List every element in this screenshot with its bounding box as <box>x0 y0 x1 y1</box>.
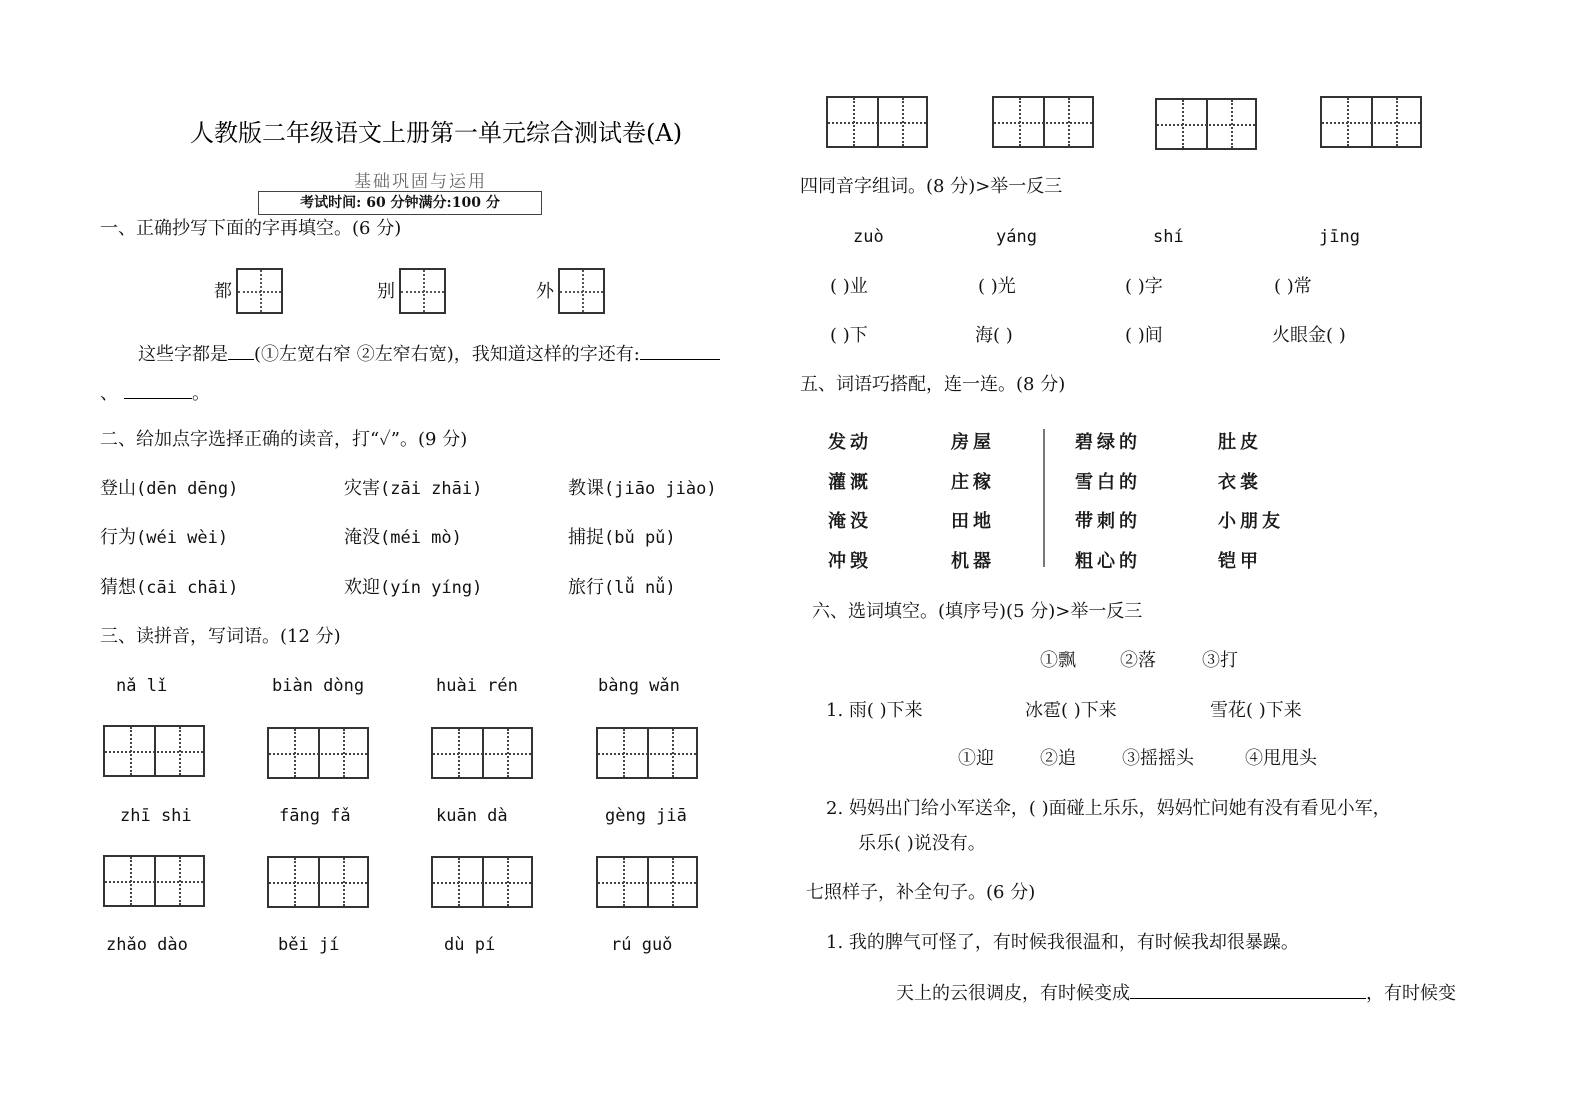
section1-sentence <box>138 342 720 366</box>
fill-blank-item[interactable]: 雪花( )下来 <box>1210 700 1302 721</box>
writing-box-1[interactable] <box>236 268 283 314</box>
homophone-pinyin: yáng <box>996 227 1037 247</box>
match-word-col3[interactable]: 粗心的 <box>1075 551 1141 572</box>
writing-box-3[interactable] <box>558 268 605 314</box>
writing-grid[interactable] <box>1155 98 1257 150</box>
word-option: ③摇摇头 <box>1122 748 1194 769</box>
task-suffix: ，有时候变 <box>1366 983 1456 1004</box>
fill-blank-item[interactable]: 2. 妈妈出门给小军送伞，( )面碰上乐乐，妈妈忙问她有没有看见小军， <box>826 798 1391 819</box>
task-prefix: 天上的云很调皮，有时候变成 <box>896 983 1130 1004</box>
pinyin-label: běi jí <box>278 935 340 955</box>
copy-char-2: 别 <box>377 281 395 302</box>
comma-mark: 、 <box>100 383 118 404</box>
match-word-col3[interactable]: 碧绿的 <box>1075 432 1141 453</box>
section1-sentence-line2 <box>100 381 210 405</box>
match-word-col2[interactable]: 房屋 <box>951 432 995 453</box>
writing-grid[interactable] <box>826 96 928 148</box>
match-word-col1[interactable]: 发动 <box>828 432 872 453</box>
match-word-col4[interactable]: 衣裳 <box>1218 472 1262 493</box>
pinyin-choice-item[interactable]: 欢迎(yín yíng) <box>344 577 483 598</box>
match-word-col2[interactable]: 田地 <box>951 511 995 532</box>
pinyin-label: zhǎo dào <box>106 935 188 955</box>
page-title: 人教版二年级语文上册第一单元综合测试卷(A) <box>190 119 683 147</box>
writing-grid[interactable] <box>431 727 533 779</box>
section1-heading: 一、正确抄写下面的字再填空。(6 分) <box>100 218 402 239</box>
match-word-col4[interactable]: 小朋友 <box>1218 511 1284 532</box>
section2-heading: 二、给加点字选择正确的读音，打“✓”。(9 分) <box>100 429 468 450</box>
pinyin-label: rú guǒ <box>611 935 673 955</box>
pinyin-choice-item[interactable]: 旅行(lǚ nǚ) <box>568 577 676 598</box>
sentence-part1: 这些字都是 <box>138 344 228 365</box>
answer-blank-cloud[interactable] <box>1130 981 1366 999</box>
homophone-blank[interactable]: ( )字 <box>1125 276 1163 297</box>
sentence-part2: (①左宽右窄 ②左窄右宽)，我知道这样的字还有: <box>254 344 640 365</box>
answer-blank-example-1[interactable] <box>640 342 720 360</box>
copy-char-3: 外 <box>536 281 554 302</box>
pinyin-choice-item[interactable]: 行为(wéi wèi) <box>100 527 229 548</box>
copy-char-1: 都 <box>214 281 232 302</box>
section6-heading: 六、选词填空。(填序号)(5 分)>举一反三 <box>812 601 1143 622</box>
word-option: ③打 <box>1202 650 1238 671</box>
period-mark: 。 <box>192 383 210 404</box>
writing-box-2[interactable] <box>399 268 446 314</box>
writing-grid[interactable] <box>267 727 369 779</box>
answer-blank-structure[interactable] <box>228 342 254 360</box>
word-option: ①飘 <box>1040 650 1076 671</box>
match-word-col4[interactable]: 肚皮 <box>1218 432 1262 453</box>
writing-grid[interactable] <box>103 725 205 777</box>
word-option: ②追 <box>1040 748 1076 769</box>
homophone-pinyin: zuò <box>853 227 884 247</box>
homophone-blank[interactable]: ( )常 <box>1274 276 1312 297</box>
section7-heading: 七照样子，补全句子。(6 分) <box>806 882 1036 903</box>
homophone-blank[interactable]: ( )间 <box>1125 325 1163 346</box>
section5-heading: 五、词语巧搭配，连一连。(8 分) <box>800 374 1066 395</box>
exam-info-box: 考试时间: 60 分钟满分:100 分 <box>258 191 542 215</box>
writing-grid[interactable] <box>596 727 698 779</box>
homophone-pinyin: jīng <box>1319 227 1360 247</box>
pinyin-choice-item[interactable]: 登山(dēn dēng) <box>100 478 239 499</box>
answer-blank-example-2[interactable] <box>124 381 192 399</box>
section4-heading: 四同音字组词。(8 分)>举一反三 <box>800 176 1063 197</box>
pinyin-label: fāng fǎ <box>279 806 351 826</box>
homophone-blank[interactable]: 海( ) <box>975 325 1013 346</box>
pinyin-choice-item[interactable]: 教课(jiāo jiào) <box>568 478 717 499</box>
word-option: ②落 <box>1120 650 1156 671</box>
pinyin-choice-item[interactable]: 灾害(zāi zhāi) <box>344 478 483 499</box>
homophone-blank[interactable]: 火眼金( ) <box>1272 325 1346 346</box>
match-word-col3[interactable]: 带刺的 <box>1075 511 1141 532</box>
fill-blank-item[interactable]: 1. 雨( )下来 <box>826 700 923 721</box>
pinyin-choice-item[interactable]: 猜想(cāi chāi) <box>100 577 239 598</box>
match-word-col2[interactable]: 庄稼 <box>951 472 995 493</box>
match-word-col1[interactable]: 灌溉 <box>828 472 872 493</box>
match-word-col1[interactable]: 冲毁 <box>828 551 872 572</box>
homophone-blank[interactable]: ( )业 <box>830 276 868 297</box>
match-word-col2[interactable]: 机器 <box>951 551 995 572</box>
fill-blank-item[interactable]: 冰雹( )下来 <box>1025 700 1117 721</box>
match-word-col3[interactable]: 雪白的 <box>1075 472 1141 493</box>
pinyin-label: biàn dòng <box>272 676 365 696</box>
sentence-completion <box>896 981 1456 1005</box>
pinyin-label: bàng wǎn <box>598 676 680 696</box>
column-divider <box>1043 429 1045 567</box>
pinyin-choice-item[interactable]: 淹没(méi mò) <box>344 527 462 548</box>
writing-grid[interactable] <box>267 856 369 908</box>
word-option: ④甩甩头 <box>1245 748 1317 769</box>
section3-heading: 三、读拼音，写词语。(12 分) <box>100 626 341 647</box>
writing-grid[interactable] <box>992 96 1094 148</box>
page-subtitle: 基础巩固与运用 <box>354 172 487 192</box>
pinyin-label: kuān dà <box>436 806 508 826</box>
writing-grid[interactable] <box>431 856 533 908</box>
pinyin-label: gèng jiā <box>605 806 687 826</box>
homophone-blank[interactable]: ( )下 <box>830 325 868 346</box>
word-option: ①迎 <box>958 748 994 769</box>
match-word-col4[interactable]: 铠甲 <box>1218 551 1262 572</box>
match-word-col1[interactable]: 淹没 <box>828 511 872 532</box>
pinyin-label: huài rén <box>436 676 518 696</box>
pinyin-label: dù pí <box>444 935 496 955</box>
homophone-pinyin: shí <box>1153 227 1184 247</box>
writing-grid[interactable] <box>596 856 698 908</box>
pinyin-choice-item[interactable]: 捕捉(bǔ pǔ) <box>568 527 676 548</box>
writing-grid[interactable] <box>103 855 205 907</box>
example-sentence: 1. 我的脾气可怪了，有时候我很温和，有时候我却很暴躁。 <box>826 932 1299 953</box>
writing-grid[interactable] <box>1320 96 1422 148</box>
pinyin-label: zhī shi <box>120 806 192 826</box>
pinyin-label: nǎ lǐ <box>116 676 168 696</box>
homophone-blank[interactable]: ( )光 <box>978 276 1016 297</box>
fill-blank-item[interactable]: 乐乐( )说没有。 <box>858 833 986 854</box>
